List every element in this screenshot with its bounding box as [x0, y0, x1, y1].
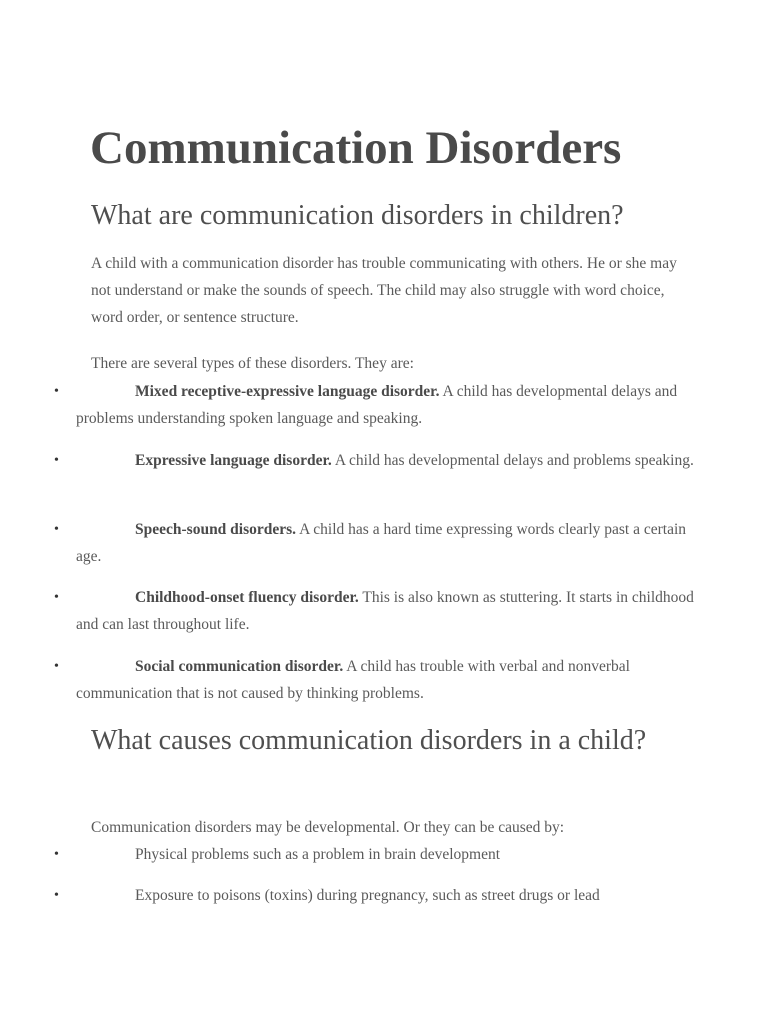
bullet-marker: • — [54, 590, 59, 605]
list-item — [76, 584, 696, 638]
list-item — [76, 516, 696, 570]
list-item — [76, 653, 696, 707]
bullet-marker: • — [54, 659, 59, 674]
list-item-term: Childhood-onset fluency disorder. — [135, 589, 359, 606]
bullet-marker: • — [54, 384, 59, 399]
list-item-term: Expressive language disorder. — [135, 452, 332, 469]
bullet-marker: • — [54, 453, 59, 468]
intro-paragraph: A child with a communication disorder has trouble communicating with others. He or she may not understand or make the sounds of speech. The child may also struggle with word choice, word order, or sentence structure. — [91, 255, 677, 326]
bullet-marker: • — [54, 522, 59, 537]
list-item-description: A child has trouble with verbal and nonverbal communication that is not caused by thinking problems. — [76, 658, 630, 702]
list-item — [76, 378, 696, 432]
list-item-description: A child has developmental delays and problems speaking. — [331, 452, 694, 469]
page-title: Communication Disorders — [90, 122, 622, 174]
causes-intro-paragraph: Communication disorders may be developmental. Or they can be caused by: — [91, 819, 565, 836]
list-item-description: A child has developmental delays and problems understanding spoken language and speaking. — [76, 383, 678, 427]
section-heading-what-are: What are communication disorders in children? — [91, 200, 624, 231]
bullet-marker: • — [54, 847, 59, 862]
list-item-term: Social communication disorder. — [135, 658, 344, 675]
list-item-term: Mixed receptive-expressive language disorder. — [135, 383, 440, 400]
list-item — [76, 447, 696, 474]
list-item: Exposure to poisons (toxins) during pregnancy, such as street drugs or lead — [135, 887, 600, 904]
section-heading-what-causes: What causes communication disorders in a child? — [91, 725, 647, 756]
types-intro-paragraph: There are several types of these disorders. They are: — [91, 355, 414, 372]
bullet-marker: • — [54, 888, 59, 903]
list-item-description: This is also known as stuttering. It starts in childhood and can last throughout life. — [76, 589, 694, 633]
list-item-description: A child has a hard time expressing words clearly past a certain age. — [76, 521, 687, 565]
list-item: Physical problems such as a problem in brain development — [135, 846, 501, 863]
list-item-term: Speech-sound disorders. — [135, 521, 297, 538]
